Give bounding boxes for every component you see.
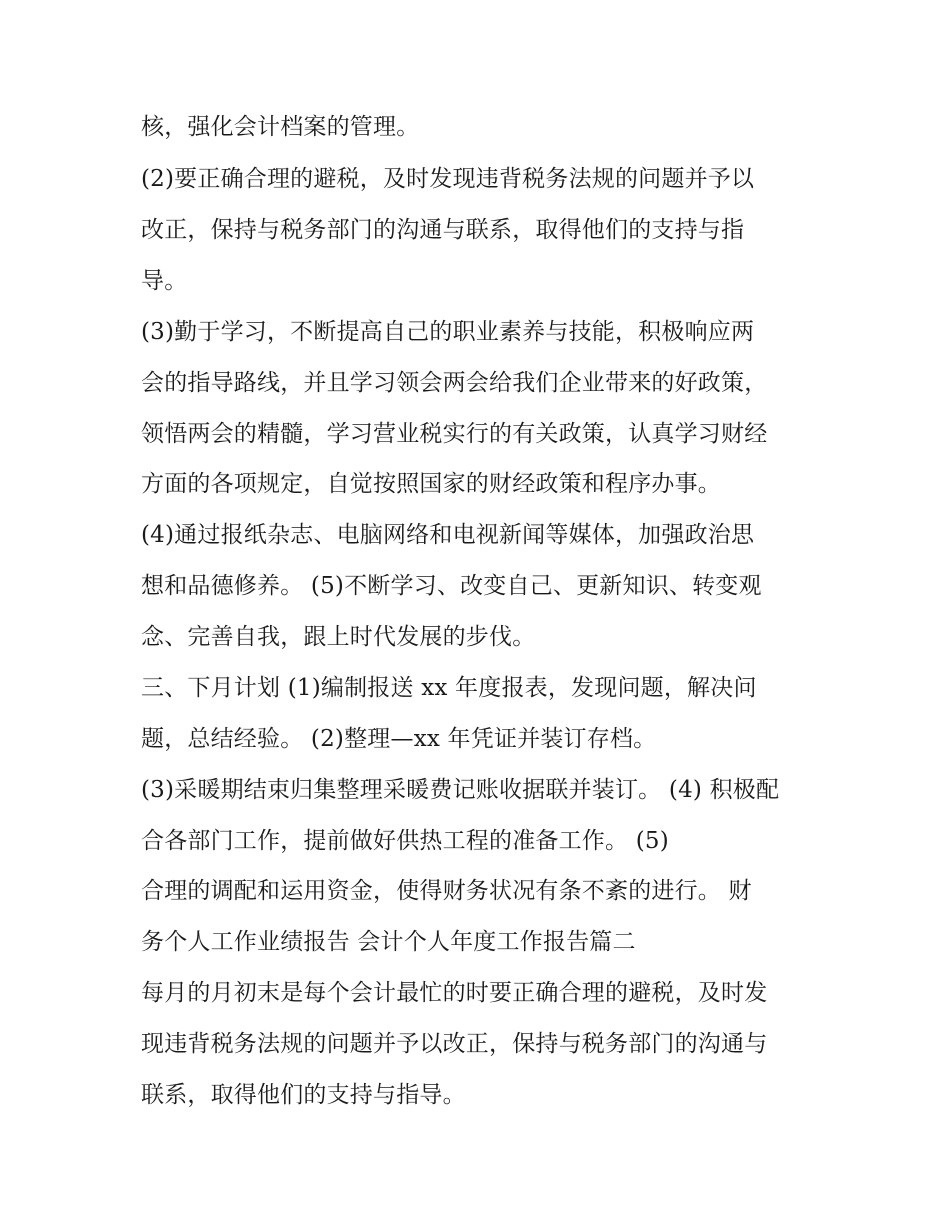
text-line: 领悟两会的精髓，学习营业税实行的有关政策，认真学习财经 [141,421,768,447]
text-line: 三、下月计划 (1)编制报送 xx 年度报表，发现问题，解决问 [141,675,757,701]
text-line: (3)勤于学习，不断提高自己的职业素养与技能，积极响应两 [141,319,755,345]
text-line: 会的指导路线，并且学习领会两会给我们企业带来的好政策， [141,370,768,396]
text-line: 每月的月初末是每个会计最忙的时要正确合理的避税，及时发 [141,980,768,1006]
text-line: 导。 [141,268,188,294]
text-line: 合各部门工作，提前做好供热工程的准备工作。 (5) [141,828,669,854]
text-line: (4)通过报纸杂志、电脑网络和电视新闻等媒体，加强政治思 [141,522,755,548]
text-line: 改正，保持与税务部门的沟通与联系，取得他们的支持与指 [141,217,745,243]
text-line: 合理的调配和运用资金，使得财务状况有条不紊的进行。 财 [141,878,752,904]
text-line: (2)要正确合理的避税，及时发现违背税务法规的问题并予以 [141,166,755,192]
text-line: 现违背税务法规的问题并予以改正，保持与税务部门的沟通与 [141,1031,768,1057]
text-line: 题，总结经验。 (2)整理—xx 年凭证并装订存档。 [141,726,657,752]
text-line: (3)采暖期结束归集整理采暖费记账收据联并装订。 (4) 积极配 [141,777,780,803]
text-line: 念、完善自我，跟上时代发展的步伐。 [141,624,536,650]
text-line: 务个人工作业绩报告 会计个人年度工作报告篇二 [141,929,636,955]
text-line: 方面的各项规定，自觉按照国家的财经政策和程序办事。 [141,471,721,497]
text-line: 核，强化会计档案的管理。 [141,114,420,140]
text-line: 联系，取得他们的支持与指导。 [141,1082,466,1108]
text-line: 想和品德修养。 (5)不断学习、改变自己、更新知识、转变观 [141,573,762,599]
